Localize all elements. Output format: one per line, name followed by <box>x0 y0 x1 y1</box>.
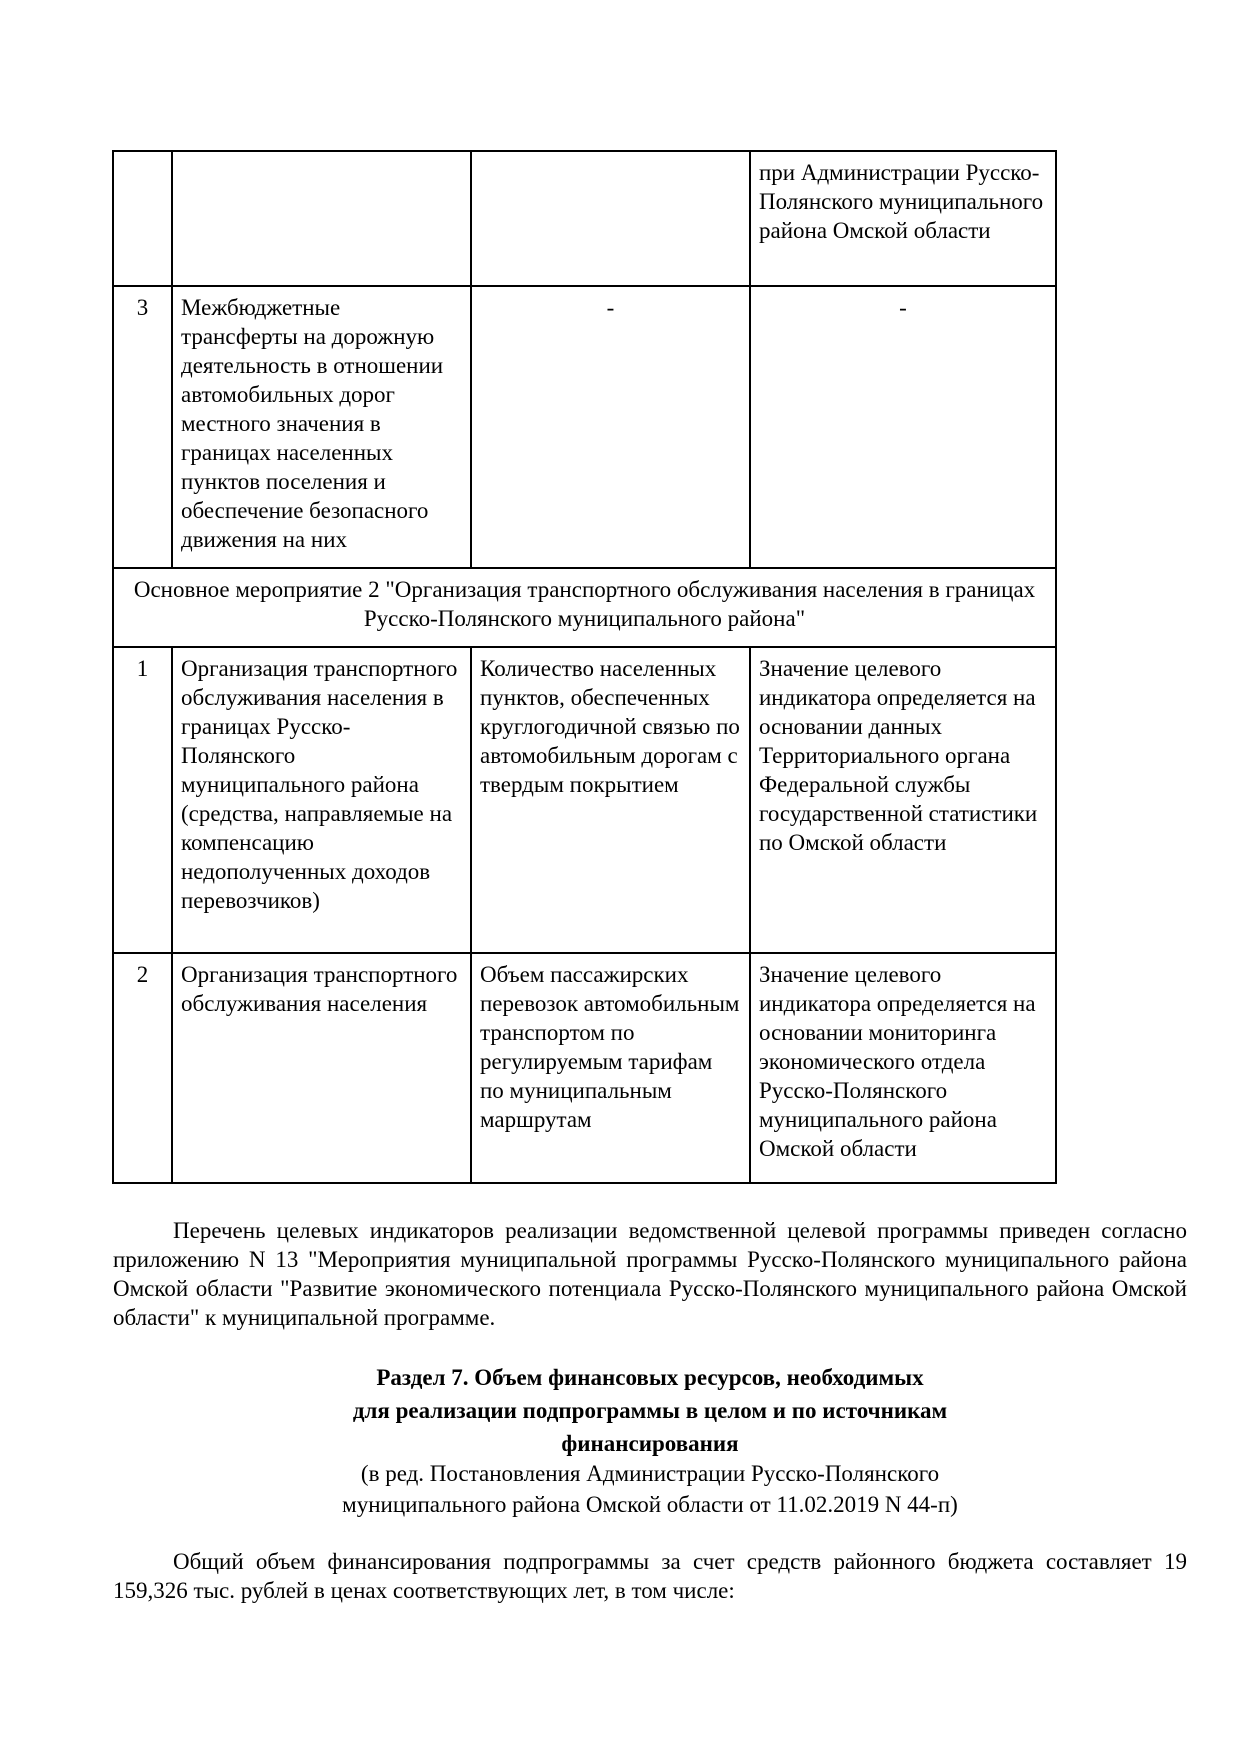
section7-heading-line-2: для реализации подпрограммы в целом и по источникам <box>352 1398 948 1423</box>
content-table <box>112 150 1057 1184</box>
method-cell: при Администрации Русско-Полянского муниципального района Омской области <box>750 151 1056 286</box>
table-row <box>113 953 1056 1183</box>
indicator-cell: Объем пассажирских перевозок автомобильным транспортом по регулируемым тарифам по муниципальным маршрутам <box>471 953 750 1183</box>
edition-note-line-1: (в ред. Постановления Администрации Русско-Полянского <box>360 1461 940 1486</box>
paragraph-indicators: Перечень целевых индикаторов реализации ведомственной целевой программы приведен согласно приложению N 13 "Мероприятия муниципальной программы Русско-Полянского муниципального района Омской области "Развитие экономического потенциала Русско-Полянского муниципального района Омской области" к муниципальной программе. <box>113 1218 1187 1330</box>
event-cell: Организация транспортного обслуживания населения <box>172 953 471 1183</box>
event-cell <box>172 151 471 286</box>
edition-note-line-2: муниципального района Омской области от 11.02.2019 N 44-п) <box>342 1492 958 1517</box>
event-cell: Организация транспортного обслуживания населения в границах Русско-Полянского муниципального района (средства, направляемые на компенсацию недополученных доходов перевозчиков) <box>172 647 471 953</box>
table-row <box>113 286 1056 568</box>
table-section-row <box>113 568 1056 647</box>
section7-heading <box>113 1361 1187 1460</box>
row-number-cell: 3 <box>113 286 172 568</box>
indicator-cell <box>471 151 750 286</box>
edition-note <box>113 1458 1187 1520</box>
section7-heading-line-3: финансирования <box>561 1431 739 1456</box>
event-cell: Межбюджетные трансферты на дорожную деятельность в отношении автомобильных дорог местного значения в границах населенных пунктов поселения и обеспечение безопасного движения на них <box>172 286 471 568</box>
section-header-cell: Основное мероприятие 2 "Организация транспортного обслуживания населения в границах Русско-Полянского муниципального района" <box>113 568 1056 647</box>
table-row-continuation <box>113 151 1056 286</box>
indicator-cell: Количество населенных пунктов, обеспеченных круглогодичной связью по автомобильным дорогам с твердым покрытием <box>471 647 750 953</box>
row-number-cell: 1 <box>113 647 172 953</box>
row-number-cell <box>113 151 172 286</box>
method-cell: - <box>750 286 1056 568</box>
section7-heading-line-1: Раздел 7. Объем финансовых ресурсов, необходимых <box>376 1365 924 1390</box>
indicator-cell: - <box>471 286 750 568</box>
paragraph-funding: Общий объем финансирования подпрограммы за счет средств районного бюджета составляет 19 159,326 тыс. рублей в ценах соответствующих лет, в том числе: <box>113 1549 1187 1603</box>
method-cell: Значение целевого индикатора определяется на основании данных Территориального органа Федеральной службы государственной статистики по Омской области <box>750 647 1056 953</box>
row-number-cell: 2 <box>113 953 172 1183</box>
method-cell: Значение целевого индикатора определяется на основании мониторинга экономического отдела Русско-Полянского муниципального района Омской области <box>750 953 1056 1183</box>
table-row <box>113 647 1056 953</box>
